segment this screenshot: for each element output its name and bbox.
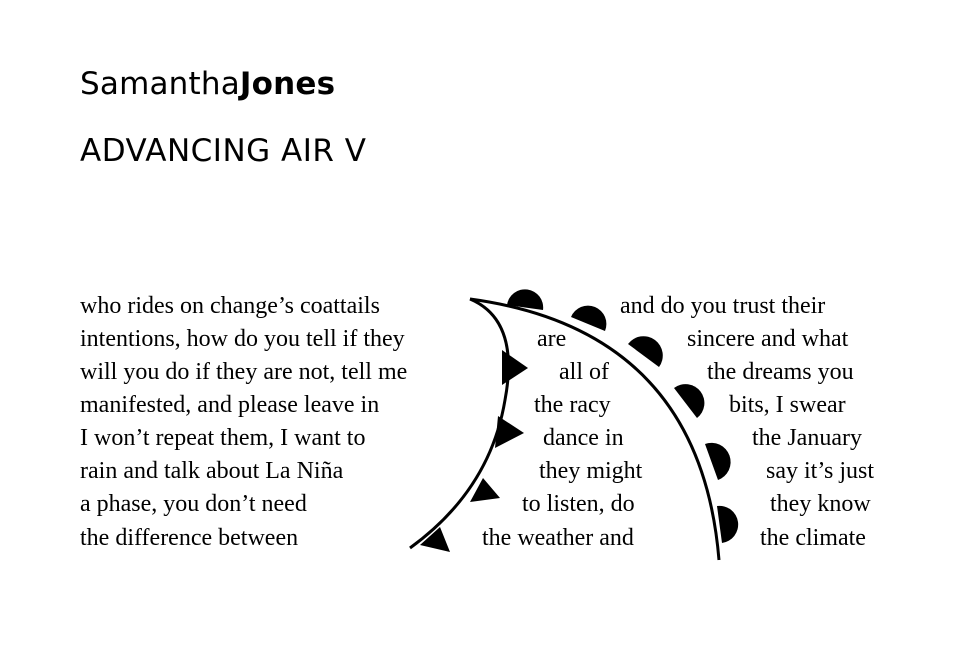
warm-front-bump <box>705 443 731 480</box>
poem-line-left: will you do if they are not, tell me <box>80 359 408 385</box>
author-last-name: Jones <box>239 66 336 102</box>
warm-front-bump <box>717 506 738 543</box>
cold-front-spikes <box>420 350 528 552</box>
poem-line-middle: to listen, do <box>522 491 635 517</box>
cold-front-spike <box>495 416 524 448</box>
poem-line-middle: dance in <box>543 425 624 451</box>
poem-line-right: bits, I swear <box>729 392 846 418</box>
cold-front-spike <box>420 527 450 552</box>
cold-front-line <box>410 299 508 548</box>
poem-title: ADVANCING AIR V <box>80 133 367 169</box>
poem-line-right: the dreams you <box>707 359 854 385</box>
warm-front-bump <box>628 336 663 367</box>
poem-line-left: a phase, you don’t need <box>80 491 307 517</box>
cold-front-spike <box>502 350 528 385</box>
warm-front-bump <box>571 306 606 331</box>
poem-line-right: the climate <box>760 525 866 551</box>
poem-line-right: say it’s just <box>766 458 875 484</box>
poem-line-middle: are <box>537 326 567 352</box>
poem-line-right: sincere and what <box>687 326 849 352</box>
poem-line-left: the difference between <box>80 525 299 551</box>
poem-line-right: and do you trust their <box>620 293 826 319</box>
poem-line-left: intentions, how do you tell if they <box>80 326 405 352</box>
poem-line-middle: the racy <box>534 392 611 418</box>
poem-line-right: they know <box>770 491 871 517</box>
poem-line-middle: they might <box>539 458 643 484</box>
author-first-name: Samantha <box>80 66 240 102</box>
poem-line-middle: all of <box>559 359 609 385</box>
warm-front-bump <box>674 384 704 418</box>
poem-line-left: manifested, and please leave in <box>80 392 380 418</box>
poem-line-left: rain and talk about La Niña <box>80 458 344 484</box>
poem-line-right: the January <box>752 425 862 451</box>
poem-line-middle: the weather and <box>482 525 634 551</box>
poem-line-left: I won’t repeat them, I want to <box>80 425 366 451</box>
poem-line-left: who rides on change’s coattails <box>80 293 380 319</box>
